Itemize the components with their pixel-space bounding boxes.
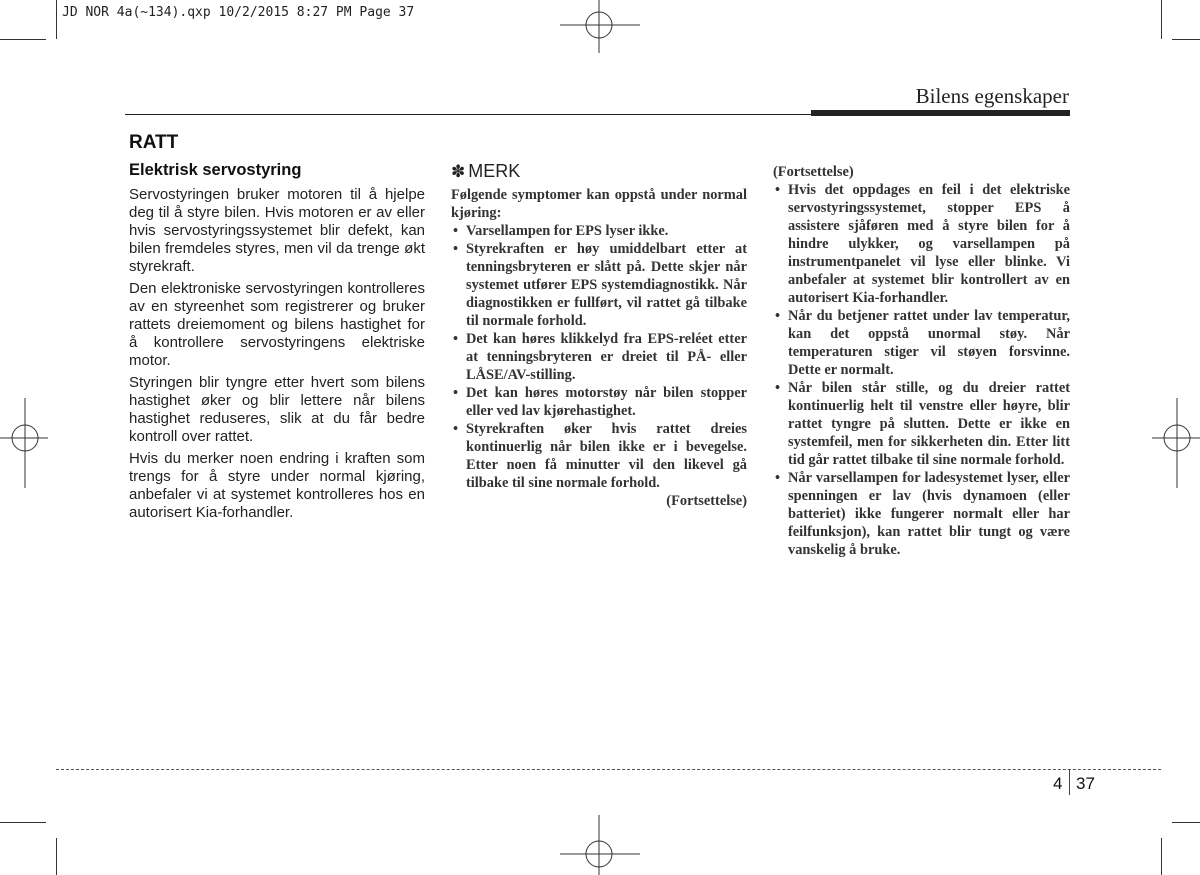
paragraph: Servostyringen bruker motoren til å hjelpe deg til å styre bilen. Hvis motoren er av eller hvis servostyringssystemet blir defekt, kan bilen fremdeles styres, men vil da trenge økt styrekraft. bbox=[129, 186, 425, 275]
paragraph: Den elektroniske servostyringen kontrolleres av en styreenhet som registrerer og bruker rattets dreiemoment og bilens hastighet for å kontrollere servostyringens elektriske motor. bbox=[129, 280, 425, 369]
registration-mark-top bbox=[560, 0, 640, 60]
continued-label: (Fortsettelse) bbox=[773, 164, 854, 180]
list-item: • Styrekraften øker hvis rattet dreies kontinuerlig når bilen ikke er i bevegelse. Etter noen få minutter vil den likevel gå tilbake til sine normale forhold. bbox=[451, 420, 747, 492]
list-item: • Når du betjener rattet under lav temperatur, kan det oppstå unormal støy. Når temperaturen stiger vil støyen forsvinne. Dette er normalt. bbox=[773, 307, 1070, 379]
note-heading bbox=[451, 161, 520, 182]
note-intro: Følgende symptomer kan oppstå under normal kjøring: bbox=[451, 187, 747, 221]
list-item: • Varsellampen for EPS lyser ikke. bbox=[451, 222, 747, 240]
page-title: RATT bbox=[129, 132, 179, 153]
note-continuation bbox=[773, 163, 1070, 559]
print-header: JD NOR 4a(~134).qxp 10/2/2015 8:27 PM Page 37 bbox=[62, 5, 415, 20]
section-header: Bilens egenskaper bbox=[915, 84, 1069, 108]
registration-mark-bottom bbox=[560, 815, 640, 875]
list-item: • Når bilen står stille, og du dreier rattet kontinuerlig helt til venstre eller høyre, blir rattet tyngre på slutten. Dette er ikke en systemfeil, men for sikkerheten din. Etter litt tid går rattet tilbake til sine normale forhold. bbox=[773, 379, 1070, 469]
note-icon: ✽ bbox=[451, 162, 466, 181]
list-item: • Det kan høres motorstøy når bilen stopper eller ved lav kjørehastighet. bbox=[451, 384, 747, 420]
footer-rule bbox=[56, 769, 1161, 770]
list-item: • Det kan høres klikkelyd fra EPS-reléet etter at tenningsbryteren er dreiet til PÅ- eller LÅSE/AV-stilling. bbox=[451, 330, 747, 384]
header-rule bbox=[125, 114, 1070, 115]
note-heading-label: MERK bbox=[468, 161, 521, 181]
subheading: Elektrisk servostyring bbox=[129, 161, 302, 179]
continuation-list bbox=[773, 181, 1070, 559]
list-item: • Hvis det oppdages en feil i det elektriske servostyringssystemet, stopper EPS å assistere sjåføren med å styre bilen for å hindre ulykker, og varsellampen på instrumentpanelet vil lyse eller blinke. Vi anbefaler at systemet blir kontrollert av en autorisert Kia-forhandler. bbox=[773, 181, 1070, 307]
list-item: • Styrekraften er høy umiddelbart etter at tenningsbryteren er slått på. Dette skjer når systemet utfører EPS systemdiagnostikk. Når diagnostikken er fullført, vil rattet gå tilbake til normale forhold. bbox=[451, 240, 747, 330]
chapter-number: 4 bbox=[1053, 774, 1063, 793]
paragraph: Hvis du merker noen endring i kraften som trengs for å styre under normal kjøring, anbefaler vi at systemet kontrolleres hos en autorisert Kia-forhandler. bbox=[129, 450, 425, 521]
registration-mark-left bbox=[0, 398, 48, 488]
page-number-separator bbox=[1069, 769, 1070, 795]
note-body bbox=[451, 186, 747, 510]
paragraph: Styringen blir tyngre etter hvert som bilens hastighet øker og blir lettere når bilens hastighet reduseres, slik at du får bedre kontroll over rattet. bbox=[129, 374, 425, 445]
page-number: 37 bbox=[1076, 774, 1095, 793]
header-bar bbox=[811, 110, 1070, 116]
list-item: • Når varsellampen for ladesystemet lyser, eller spenningen er lav (hvis dynamoen (eller batteriet) ikke fungerer normalt eller har feilfunksjon), kan rattet blir tungt og være vanskelig å bruke. bbox=[773, 469, 1070, 559]
continued-label: (Fortsettelse) bbox=[666, 493, 747, 509]
body-text bbox=[129, 186, 425, 526]
note-list bbox=[451, 222, 747, 492]
registration-mark-right bbox=[1152, 398, 1200, 488]
